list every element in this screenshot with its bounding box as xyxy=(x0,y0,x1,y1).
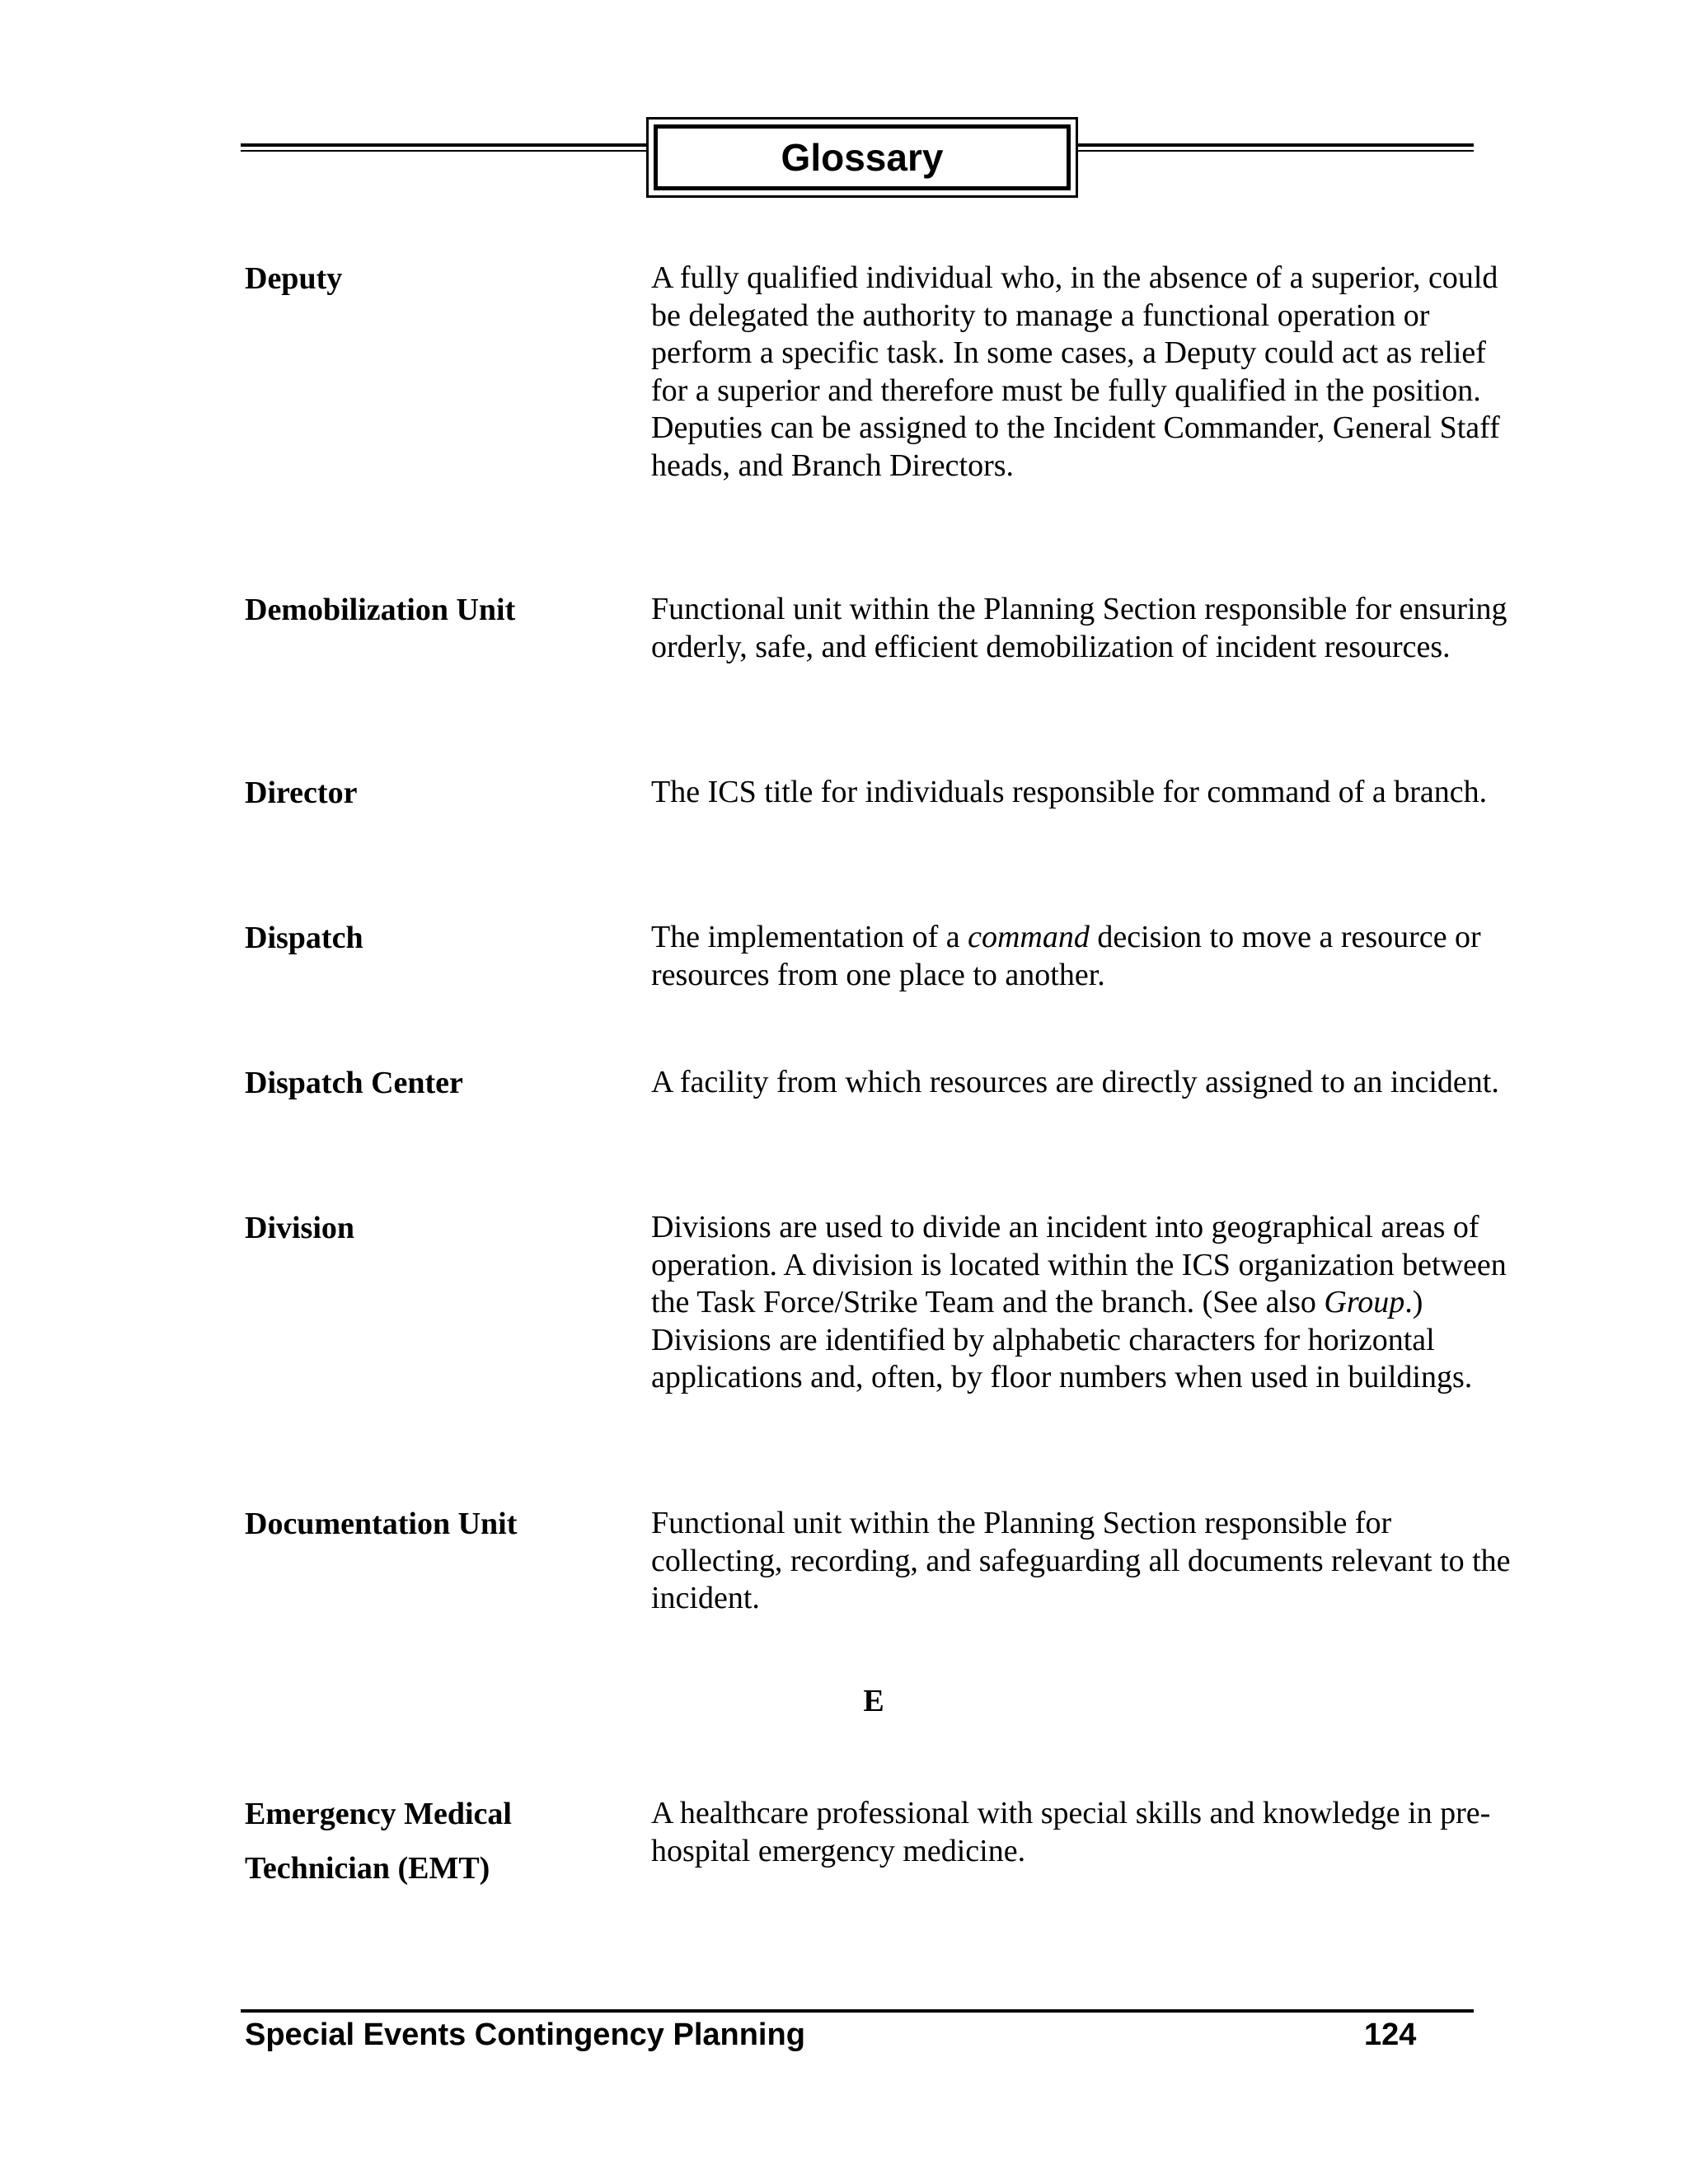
glossary-term-line: Technician (EMT) xyxy=(245,1851,490,1886)
glossary-definition xyxy=(651,919,1525,994)
glossary-definition: A facility from which resources are directly assigned to an incident. xyxy=(651,1065,1499,1099)
glossary-definition: A healthcare professional with special skills and knowledge in pre-hospital emergency medicine. xyxy=(651,1796,1491,1868)
header-rule-right xyxy=(1078,143,1474,152)
glossary-term-line: Emergency Medical xyxy=(245,1797,512,1831)
glossary-definition: The ICS title for individuals responsible for command of a branch. xyxy=(651,775,1488,809)
glossary-term xyxy=(245,1787,632,1896)
header-rule-left xyxy=(241,143,646,152)
glossary-term: Director xyxy=(245,776,358,810)
page-title: Glossary xyxy=(781,136,944,179)
section-letter: E xyxy=(863,1684,884,1718)
definition-text: Divisions are used to divide an incident into geographical areas of operation. A division is located within the ICS organization between the Task Force/Strike Team and the branch. (See also xyxy=(651,1210,1507,1319)
footer-document-title: Special Events Contingency Planning xyxy=(245,2018,805,2052)
glossary-term: Demobilization Unit xyxy=(245,593,516,627)
title-box xyxy=(646,117,1078,198)
glossary-term: Dispatch xyxy=(245,921,363,955)
glossary-term: Documentation Unit xyxy=(245,1507,518,1541)
glossary-term: Deputy xyxy=(245,261,343,296)
definition-text: decision to move a resource or resources from one place to another. xyxy=(651,920,1481,992)
page-number: 124 xyxy=(1364,2018,1417,2052)
footer-rule xyxy=(241,2009,1474,2013)
glossary-definition: Functional unit within the Planning Section responsible for collecting, recording, and safeguarding all documents relevant to the incident. xyxy=(651,1506,1511,1615)
glossary-definition xyxy=(651,1209,1525,1397)
glossary-term: Division xyxy=(245,1211,355,1245)
definition-text: The implementation of a xyxy=(651,920,968,954)
glossary-definition: Functional unit within the Planning Section responsible for ensuring orderly, safe, and efficient demobilization of incident resources. xyxy=(651,592,1507,664)
definition-italic-term: Group xyxy=(1324,1285,1405,1319)
glossary-term: Dispatch Center xyxy=(245,1066,463,1100)
definition-italic-term: command xyxy=(968,920,1090,954)
definition-text: .) Divisions are identified by alphabetic characters for horizontal applications and, often, by floor numbers when used in buildings. xyxy=(651,1285,1473,1394)
title-box-inner xyxy=(654,124,1071,190)
glossary-definition: A fully qualified individual who, in the absence of a superior, could be delegated the authority to manage a functional operation or perform a specific task. In some cases, a Deputy could act as relief for a superior and therefore must be fully qualified in the position. Deputies can be assigned to the Incident Commander, General Staff heads, and Branch Directors. xyxy=(651,260,1500,483)
